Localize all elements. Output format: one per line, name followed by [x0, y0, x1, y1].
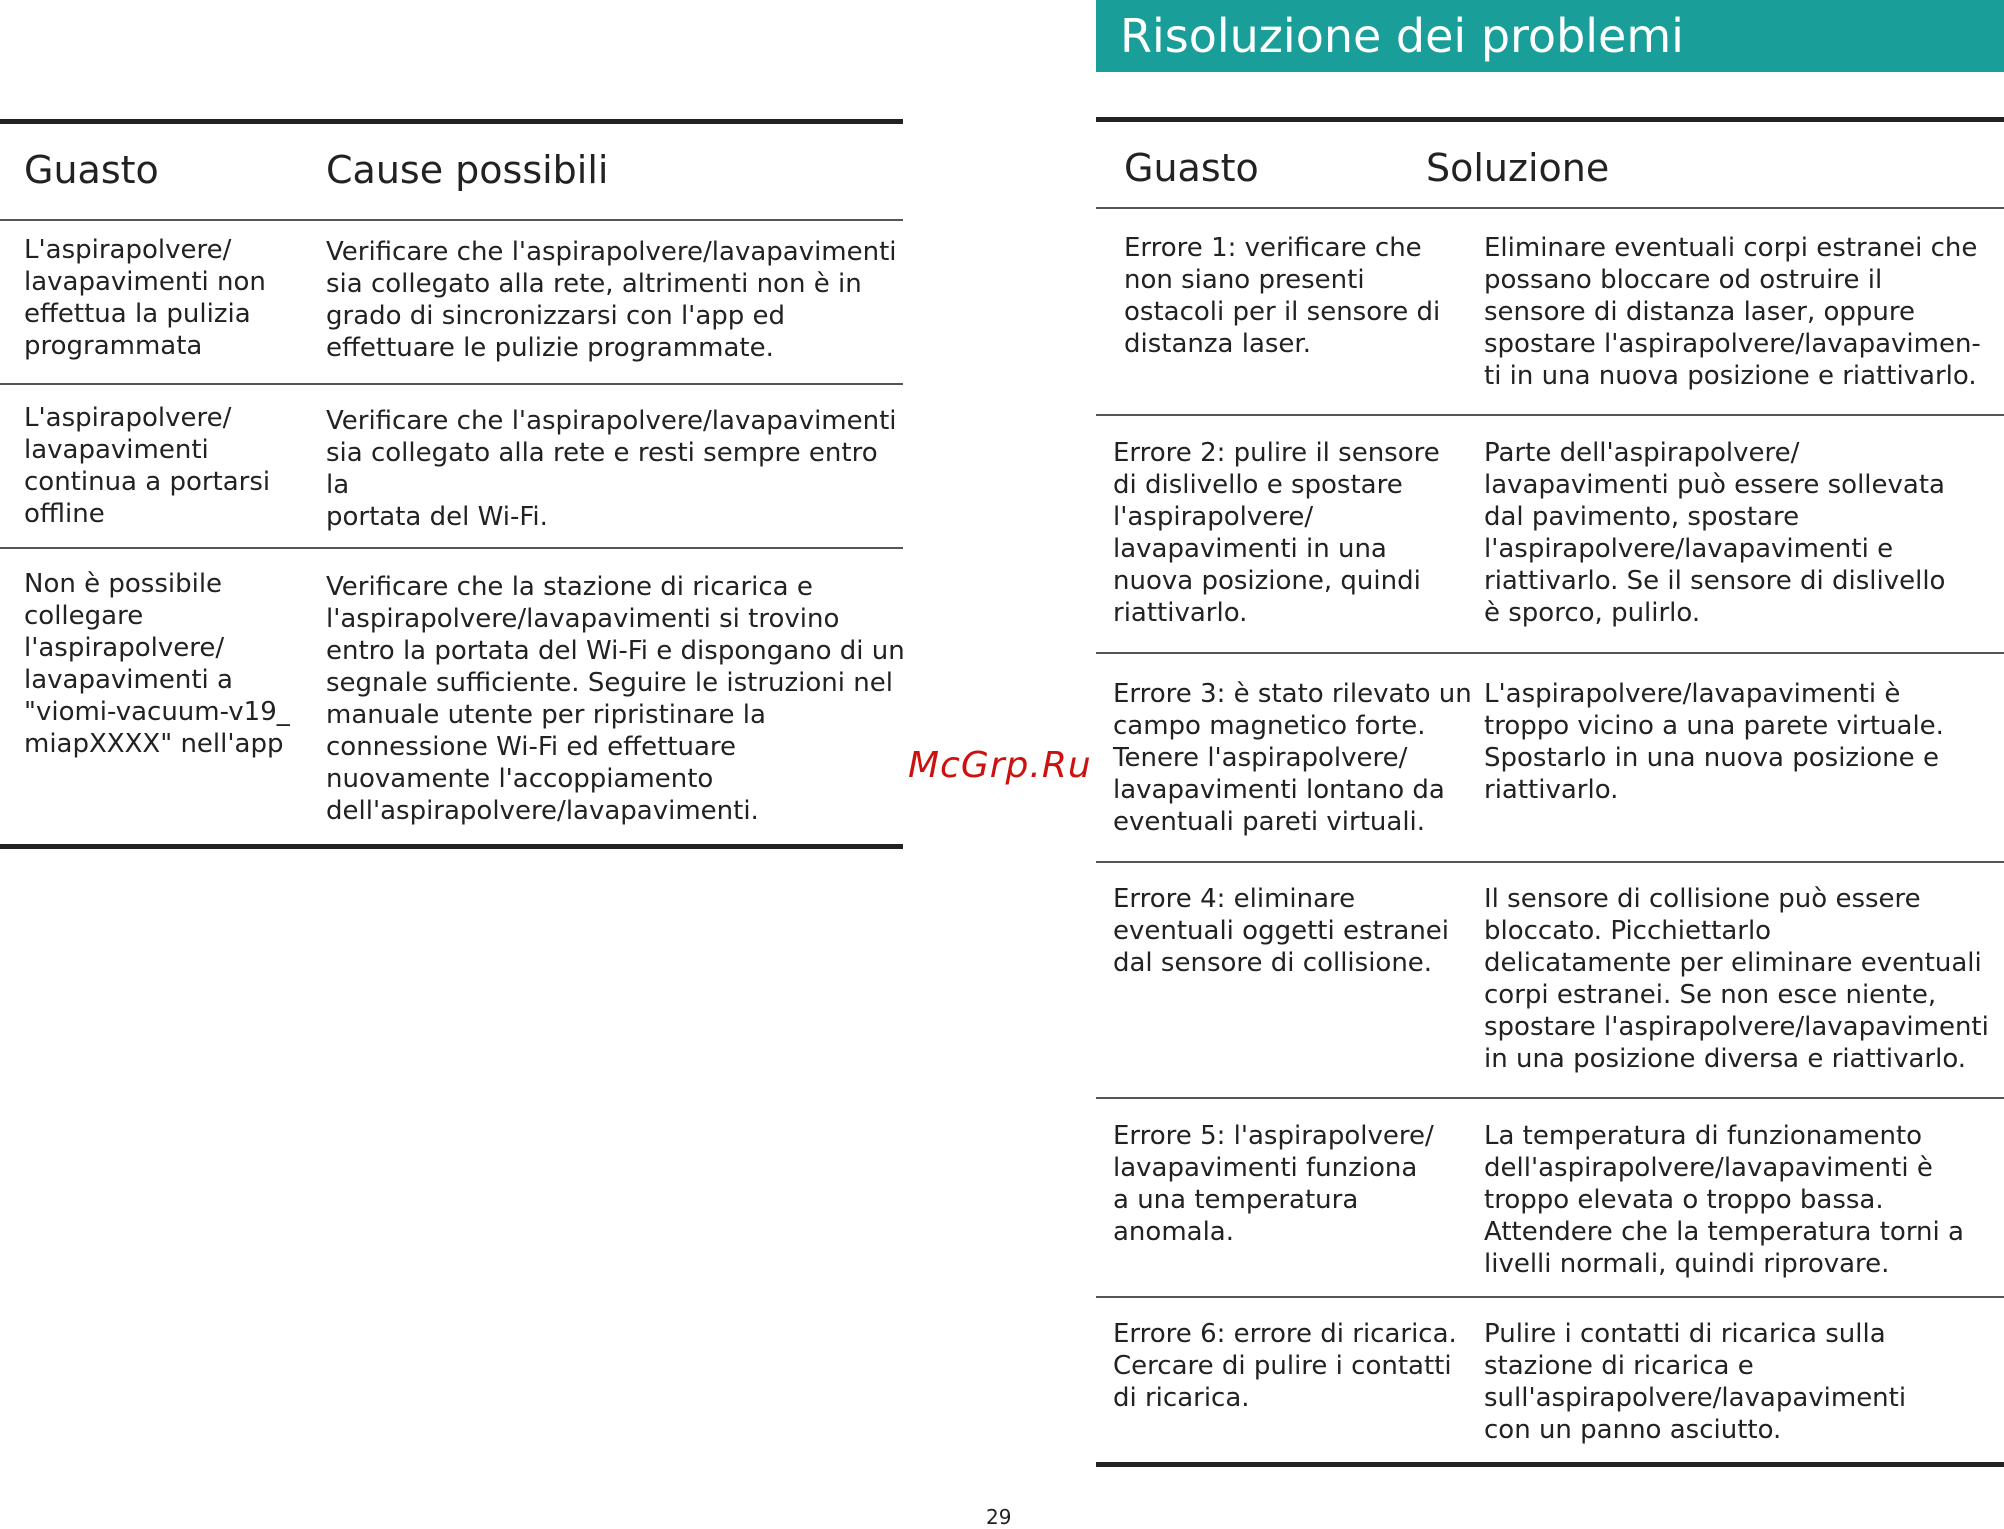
left-row-3-cause: Verificare che la stazione di ricarica e l'aspirapolvere/lavapavimenti si trovino entro la portata del Wi-Fi e dispongano di un segnale sufficiente. Seguire le istruzioni nel manuale utente per ripristinare la connessione Wi-Fi ed effettuare nuovamente l'accoppiamento dell'aspirapolvere/lavapavimenti.: [326, 572, 905, 826]
right-row-4-solution: Il sensore di collisione può essere bloccato. Picchiettarlo delicatamente per eliminare eventuali corpi estranei. Se non esce niente, spostare l'aspirapolvere/lavapavimenti in una posizione diversa e riattivarlo.: [1484, 884, 1989, 1074]
divider: [1096, 414, 2004, 416]
left-row-3-fault: Non è possibile collegare l'aspirapolvere/ lavapavimenti a "viomi-vacuum-v19_ miapXXXX" nell'app: [24, 569, 290, 759]
left-row-2-fault: L'aspirapolvere/ lavapavimenti continua a portarsi offline: [24, 403, 271, 529]
right-row-5-fault: Errore 5: l'aspirapolvere/ lavapavimenti funziona a una temperatura anomala.: [1113, 1121, 1434, 1247]
watermark: McGrp.Ru: [908, 745, 1092, 786]
left-row-1-cause: Verificare che l'aspirapolvere/lavapavimenti sia collegato alla rete, altrimenti non è in grado di sincronizzarsi con l'app ed effettuare le pulizie programmate.: [326, 237, 897, 363]
divider: [1096, 1296, 2004, 1298]
right-row-2-fault: Errore 2: pulire il sensore di dislivello e spostare l'aspirapolvere/ lavapavimenti in una nuova posizione, quindi riattivarlo.: [1113, 438, 1440, 628]
left-row-2-cause: Verificare che l'aspirapolvere/lavapavimenti sia collegato alla rete e resti sempre entro la portata del Wi-Fi.: [326, 406, 897, 532]
left-header-fault: Guasto: [24, 148, 159, 192]
right-header-solution: Soluzione: [1426, 146, 1610, 190]
divider: [0, 219, 903, 221]
divider: [1096, 652, 2004, 654]
right-row-1-fault: Errore 1: verificare che non siano presenti ostacoli per il sensore di distanza laser.: [1124, 233, 1441, 359]
right-row-4-fault: Errore 4: eliminare eventuali oggetti estranei dal sensore di collisione.: [1113, 884, 1450, 978]
right-header-fault: Guasto: [1124, 146, 1259, 190]
left-row-1-fault: L'aspirapolvere/ lavapavimenti non effettua la pulizia programmata: [24, 235, 266, 361]
right-row-1-solution: Eliminare eventuali corpi estranei che possano bloccare od ostruire il sensore di distanza laser, oppure spostare l'aspirapolvere/lavapavimen- ti in una nuova posizione e riattivarlo.: [1484, 233, 1981, 391]
divider: [1096, 207, 2004, 209]
left-header-cause: Cause possibili: [326, 148, 609, 192]
right-row-6-solution: Pulire i contatti di ricarica sulla stazione di ricarica e sull'aspirapolvere/lavapavimenti con un panno asciutto.: [1484, 1319, 1907, 1445]
page-number: 29: [986, 1505, 1012, 1529]
page-title: Risoluzione dei problemi: [1096, 0, 2004, 72]
left-table-top-rule: [0, 119, 903, 124]
divider: [0, 547, 903, 549]
right-table-top-rule: [1096, 117, 2004, 122]
divider: [1096, 861, 2004, 863]
right-row-3-solution: L'aspirapolvere/lavapavimenti è troppo vicino a una parete virtuale. Spostarlo in una nuova posizione e riattivarlo.: [1484, 679, 1944, 805]
right-row-6-fault: Errore 6: errore di ricarica. Cercare di pulire i contatti di ricarica.: [1113, 1319, 1457, 1413]
right-row-2-solution: Parte dell'aspirapolvere/ lavapavimenti può essere sollevata dal pavimento, spostare l'aspirapolvere/lavapavimenti e riattivarlo. Se il sensore di dislivello è sporco, pulirlo.: [1484, 438, 1946, 628]
right-row-5-solution: La temperatura di funzionamento dell'aspirapolvere/lavapavimenti è troppo elevata o troppo bassa. Attendere che la temperatura torni a livelli normali, quindi riprovare.: [1484, 1121, 1964, 1279]
right-row-3-fault: Errore 3: è stato rilevato un campo magnetico forte. Tenere l'aspirapolvere/ lavapavimenti lontano da eventuali pareti virtuali.: [1113, 679, 1472, 837]
divider: [1096, 1097, 2004, 1099]
divider: [0, 383, 903, 385]
right-table-bottom-rule: [1096, 1462, 2004, 1467]
left-table-bottom-rule: [0, 844, 903, 849]
